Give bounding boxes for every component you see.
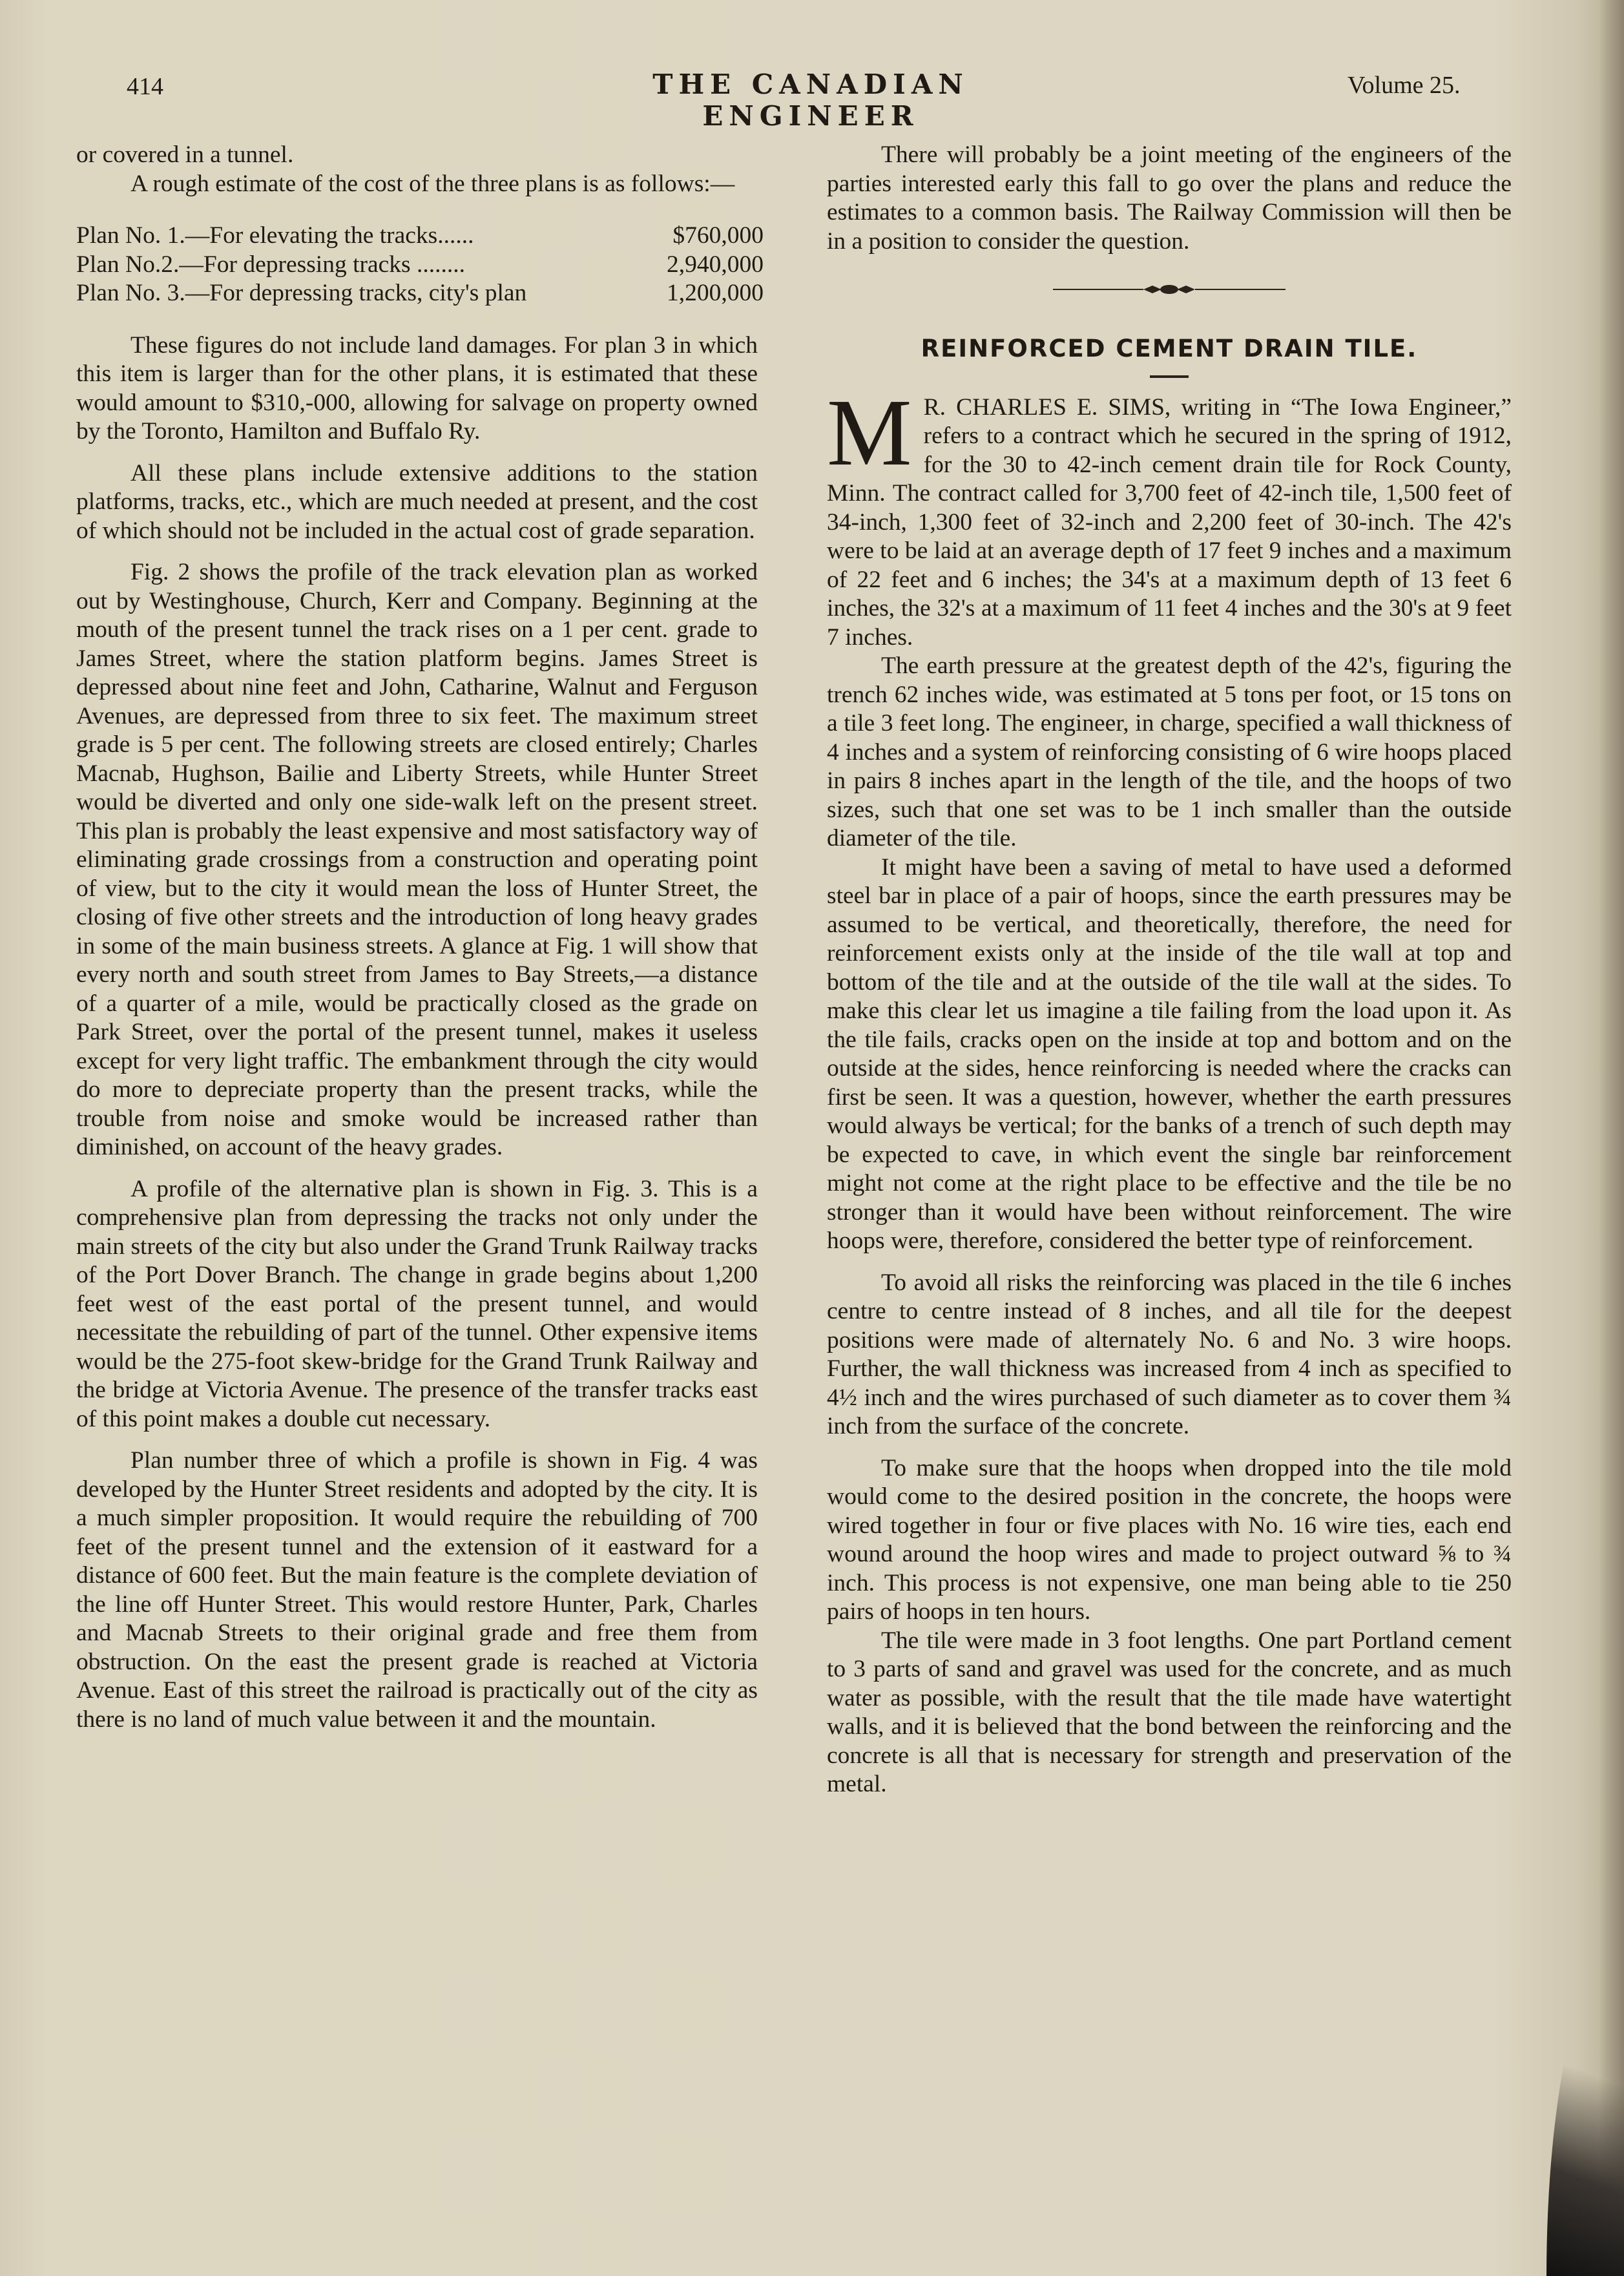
- article-headline: REINFORCED CEMENT DRAIN TILE.: [921, 335, 1418, 362]
- cost-estimate-table: [76, 222, 764, 308]
- paragraph: The earth pressure at the greatest depth of the 42's, figuring the trench 62 inches wide, was estimated at 5 tons per foot, or 15 tons on a tile 3 feet long. The engineer, in charge, specified a wall thickness of 4 inches and a system of reinforcing consisting of 6 wire hoops placed in pairs 8 inches apart in the length of the tile, and the hoops of two sizes, such that one set was to be 1 inch smaller than the outside diameter of the tile.: [827, 653, 1512, 851]
- drop-cap: M: [827, 379, 912, 486]
- left-column: [76, 141, 764, 1734]
- paragraph: Fig. 2 shows the profile of the track elevation plan as worked out by Westinghouse, Church, Kerr and Company. Beginning at the mouth of the present tunnel the track rises on a 1 per cent. grade to James Street, where the station platform begins. James Street is depressed about nine feet and John, Catharine, Walnut and Ferguson Avenues, are depressed from three to six feet. The maximum street grade is 5 per cent. The following streets are closed entirely; Charles Macnab, Hughson, Bailie and Liberty Streets, while Hunter Street would be diverted and only one side-walk left on the present street. This plan is probably the least expensive and most satisfactory way of eliminating grade crossings from a construction and operating point of view, but to the city it would mean the loss of Hunter Street, the closing of five other streets and the introduction of long heavy grades in some of the main business streets. A glance at Fig. 1 will show that every north and south street from James to Bay Streets,—a distance of a quarter of a mile, would be practically closed as the grade on Park Street, over the portal of the present tunnel, makes it useless except for very light traffic. The embankment through the city would do more to depreciate property than the present tracks, while the trouble from noise and smoke would be increased rather than diminished, on account of the heavy grades.: [76, 559, 758, 1160]
- table-row: [76, 222, 764, 251]
- plan-amount: 1,200,000: [667, 280, 764, 306]
- paragraph: To make sure that the hoops when dropped into the tile mold would come to the desired position in the concrete, the hoops were wired together in four or five places with No. 16 wire ties, each end wound around the hoop wires and made to project outward ⅝ to ¾ inch. This process is not expensive, one man being able to tie 250 pairs of hoops in ten hours.: [827, 1454, 1512, 1625]
- paragraph: A rough estimate of the cost of the three plans is as follows:—: [130, 170, 735, 197]
- paragraph: All these plans include extensive additions to the station platforms, tracks, etc., which are much needed at present, and the cost of which should not be included in the actual cost of grade separation.: [76, 459, 758, 544]
- plan-label: Plan No.2.—For depressing tracks ........: [76, 251, 466, 278]
- paragraph: A profile of the alternative plan is shown in Fig. 3. This is a comprehensive plan from depressing the tracks not only under the main streets of the city but also under the Grand Trunk Railway tracks of the Port Dover Branch. The change in grade begins about 1,200 feet west of the east portal of the present tunnel, and would necessitate the rebuilding of part of the tunnel. Other expensive items would be the 275-foot skew-bridge for the Grand Trunk Railway and the bridge at Victoria Avenue. The presence of the transfer tracks east of this point makes a double cut necessary.: [76, 1175, 758, 1432]
- paragraph: These figures do not include land damages. For plan 3 in which this item is larger than for the other plans, it is estimated that these would amount to $310,-000, allowing for salvage on property owned by the Toronto, Hamilton and Buffalo Ry.: [76, 331, 758, 444]
- table-row: [76, 279, 764, 308]
- journal-title: THE CANADIAN ENGINEER: [652, 68, 969, 132]
- page-edge-shadow: [1598, 0, 1624, 2276]
- plan-amount: 2,940,000: [667, 251, 764, 278]
- page-curl: [1546, 1940, 1624, 2276]
- paragraph: It might have been a saving of metal to have used a deformed steel bar in place of a pair of hoops, since the earth pressures may be assumed to be vertical, and theoretically, therefore, the need for reinforcement exists only at the inside of the tile wall at top and bottom of the tile and at the outside of the tile wall at the sides. To make this clear let us imagine a tile failing from the load upon it. As the tile fails, cracks open on the inside at top and bottom and on the outside at the sides, hence reinforcing is needed where the cracks can first be seen. It was a question, however, whether the earth pressures would always be vertical; for the banks of a trench of such depth may be expected to cave, in which event the single bar reinforcement might not come at the right place to be effective and the tile be no stronger than it would have been without reinforcement. The wire hoops were, therefore, considered the better type of reinforcement.: [827, 853, 1512, 1254]
- section-divider-ornament: [1053, 282, 1286, 297]
- plan-label: Plan No. 3.—For depressing tracks, city's plan: [76, 280, 527, 306]
- headline-rule: [1150, 375, 1189, 378]
- page-number: 414: [127, 73, 163, 100]
- plan-amount: $760,000: [672, 222, 764, 249]
- paragraph: There will probably be a joint meeting of the engineers of the parties interested early this fall to go over the plans and reduce the estimates to a common basis. The Railway Commission will then be in a position to consider the question.: [827, 141, 1512, 255]
- plan-label: Plan No. 1.—For elevating the tracks......: [76, 222, 474, 249]
- paragraph: Plan number three of which a profile is shown in Fig. 4 was developed by the Hunter Street residents and adopted by the city. It is a much simpler proposition. It would require the rebuilding of 700 feet of the present tunnel and the extension of it eastward for a distance of 600 feet. But the main feature is the complete deviation of the line off Hunter Street. This would restore Hunter, Park, Charles and Macnab Streets to their original grade and free them from obstruction. On the east the present grade is reached at Victoria Avenue. East of this street the railroad is practically out of the city as there is no land of much value between it and the mountain.: [76, 1447, 758, 1733]
- table-row: [76, 251, 764, 280]
- paragraph-lead: [827, 379, 1512, 653]
- paragraph: To avoid all risks the reinforcing was placed in the tile 6 inches centre to centre instead of 8 inches, and all tile for the deepest positions were made of alternately No. 6 and No. 3 wire hoops. Further, the wall thickness was increased from 4 inch as specified to 4½ inch and the wires purchased of such diameter as to cover them ¾ inch from the surface of the concrete.: [827, 1269, 1512, 1439]
- paragraph: The tile were made in 3 foot lengths. One part Portland cement to 3 parts of sand and gravel was used for the concrete, and as much water as possible, with the result that the tile made have watertight walls, and it is believed that the bond between the reinforcing and the concrete is all that is necessary for strength and preservation of the metal.: [827, 1627, 1512, 1797]
- lead-text: R. CHARLES E. SIMS, writing in “The Iowa Engineer,” refers to a contract which he secured in the spring of 1912, for the 30 to 42-inch cement drain tile for Rock County, Minn. The contract called for 3,700 feet of 42-inch tile, 1,500 feet of 34-inch, 1,300 feet of 32-inch and 2,200 feet of 30-inch. The 42's were to be laid at an average depth of 17 feet 9 inches and a maximum of 22 feet and 6 inches; the 34's at a maximum depth of 13 feet 6 inches, the 32's at a maximum of 11 feet 4 inches and the 30's at 9 feet 7 inches.: [827, 393, 1512, 651]
- volume-label: Volume 25.: [1348, 72, 1461, 99]
- right-column: [827, 141, 1512, 1799]
- paragraph: or covered in a tunnel.: [76, 141, 294, 168]
- running-header: [0, 68, 1624, 132]
